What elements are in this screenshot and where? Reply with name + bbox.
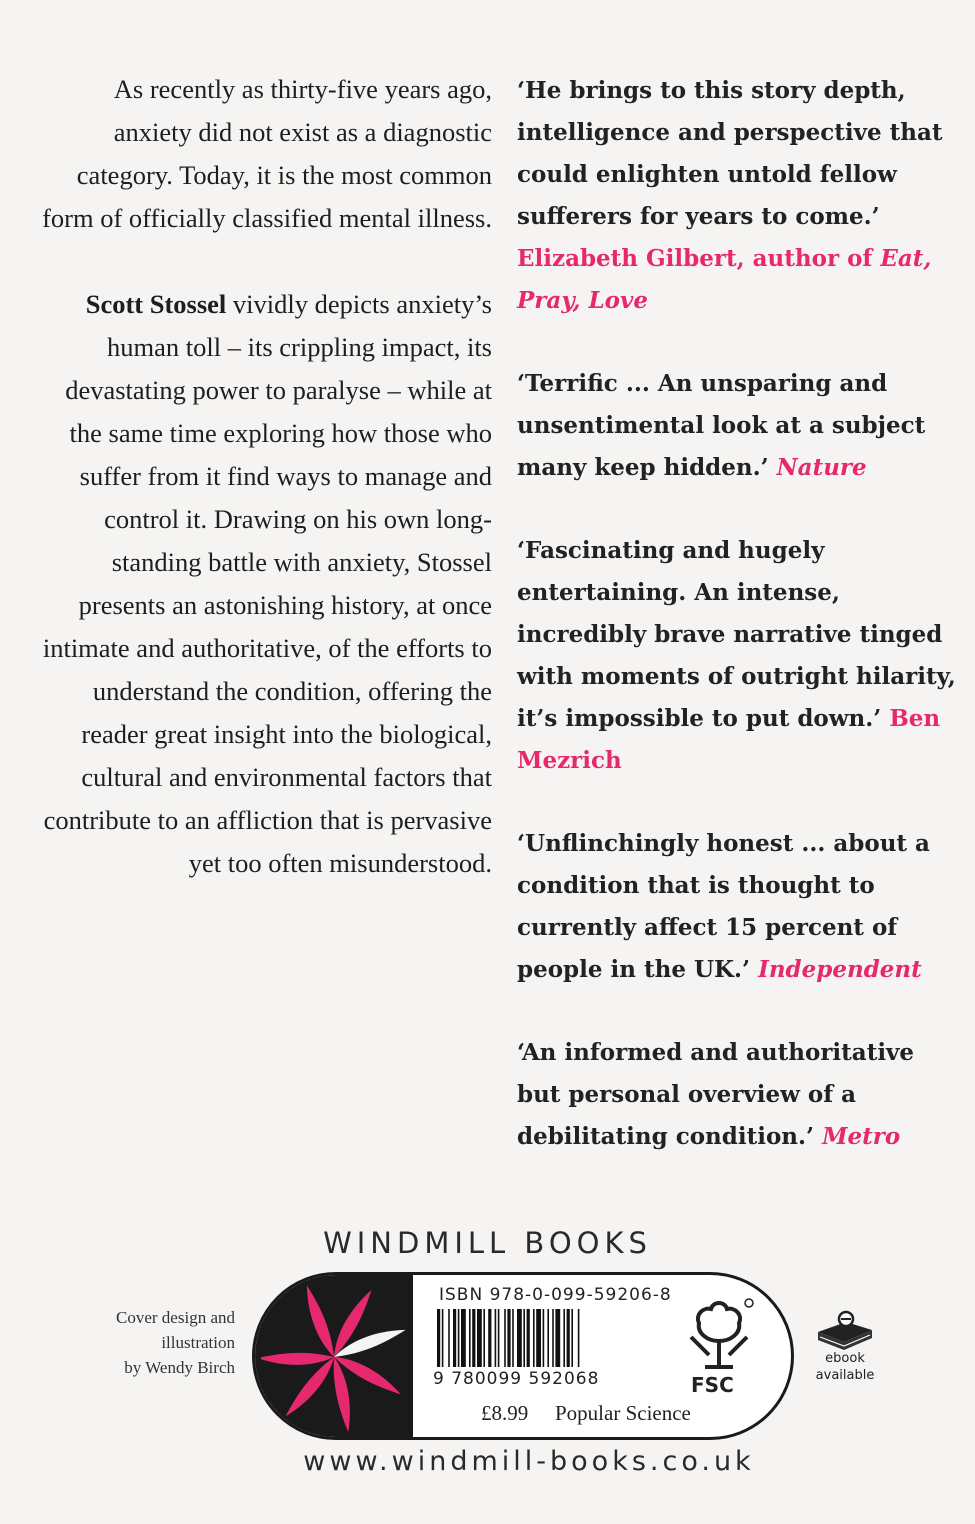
review-quotes <box>517 70 957 1199</box>
review-quote <box>517 70 957 322</box>
price: £8.99 <box>481 1401 529 1425</box>
review-quote <box>517 823 957 991</box>
quote-attribution: Independent <box>758 956 922 983</box>
publisher-name: WINDMILL BOOKS <box>323 1226 652 1260</box>
quote-attribution: Ben Mezrich <box>517 705 941 774</box>
quote-attribution: Metro <box>822 1123 901 1150</box>
barcode-icon <box>435 1309 663 1369</box>
genre-category: Popular Science <box>555 1401 691 1425</box>
quote-text: ‘Fascinating and hugely entertaining. An intense, incredibly brave narrative tinged with moments of outright hilarity, it’s impossible to put down.’ <box>517 537 956 732</box>
barcode-panel <box>252 1272 794 1440</box>
quote-text: ‘Unflinchingly honest ... about a condition that is thought to currently affect 15 percent of people in the UK.’ <box>517 830 930 983</box>
fsc-tree-icon <box>681 1297 757 1369</box>
review-quote <box>517 363 957 489</box>
quote-text: ‘Terrific ... An unsparing and unsentimental look at a subject many keep hidden.’ <box>517 370 926 481</box>
synopsis-paragraph-2-text: vividly depicts anxiety’s human toll – its crippling impact, its devastating power to paralyse – while at the same time exploring how those who suffer from it find ways to manage and control it. Drawing on his own long-standing battle with anxiety, Stossel presents an astonishing history, at once intimate and authoritative, of the efforts to understand the condition, offering the reader great insight into the biological, cultural and environmental factors that contribute to an affliction that is pervasive yet too often misunderstood. <box>42 289 492 878</box>
quote-text: ‘He brings to this story depth, intelligence and perspective that could enlighten untold fellow sufferers for years to come.’ <box>517 77 943 230</box>
ebook-stack-icon <box>812 1310 878 1352</box>
quote-attribution: Elizabeth Gilbert, author of Eat, Pray, Love <box>517 245 932 314</box>
author-name: Scott Stossel <box>85 289 227 319</box>
publisher-website: www.windmill-books.co.uk <box>303 1446 755 1477</box>
synopsis-paragraph-2 <box>40 283 492 885</box>
quote-attribution: Nature <box>776 454 867 481</box>
review-quote <box>517 530 957 782</box>
ebook-available-label: ebook available <box>815 1351 875 1383</box>
windmill-logo-icon <box>261 1283 407 1431</box>
fsc-label: FSC <box>691 1373 734 1397</box>
synopsis-blurb <box>40 68 492 928</box>
quote-text: ‘An informed and authoritative but personal overview of a debilitating condition.’ <box>517 1039 915 1150</box>
synopsis-paragraph-1: As recently as thirty-five years ago, anxiety did not exist as a diagnostic category. Today, it is the most common form of officially classified mental illness. <box>42 74 492 233</box>
review-quote <box>517 1032 957 1158</box>
barcode-digits: 9 780099 592068 <box>433 1369 600 1389</box>
cover-credit: Cover design and illustration by Wendy Birch <box>116 1308 235 1377</box>
isbn-number: ISBN 978-0-099-59206-8 <box>439 1285 672 1305</box>
